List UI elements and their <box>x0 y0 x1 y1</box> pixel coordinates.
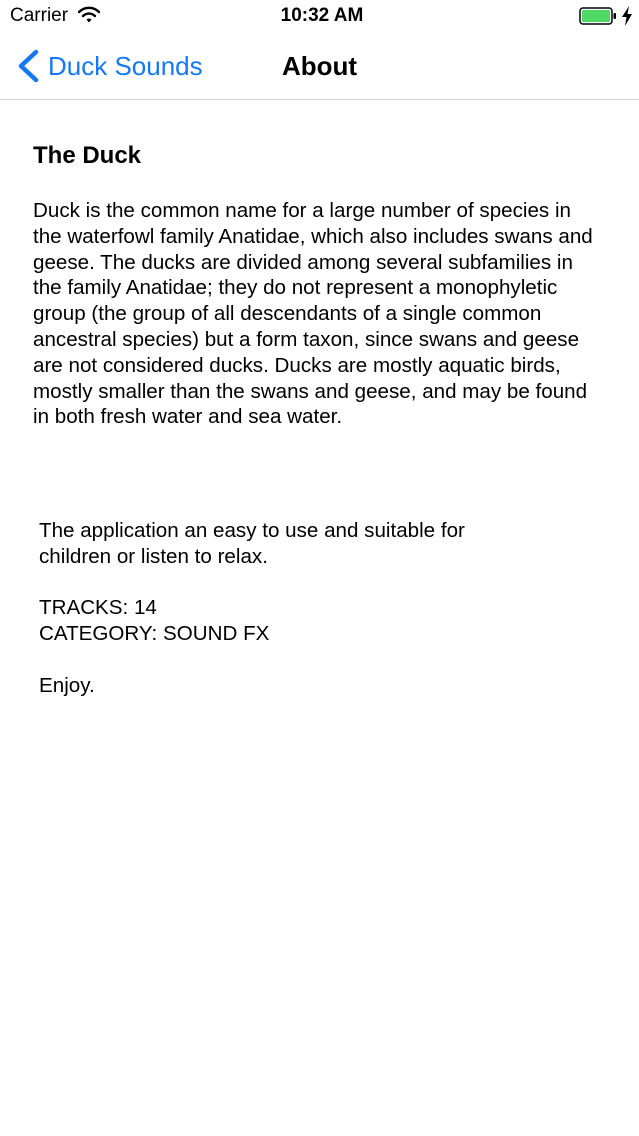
back-button-label: Duck Sounds <box>48 51 203 81</box>
status-bar <box>0 0 639 34</box>
closing-text: Enjoy. <box>39 673 95 697</box>
about-content <box>33 140 593 430</box>
carrier-label: Carrier <box>10 5 69 26</box>
charging-bolt-icon <box>621 6 633 26</box>
category-label: CATEGORY: SOUND FX <box>39 622 270 646</box>
battery-icon <box>579 7 617 25</box>
app-description-line-2: children or listen to relax. <box>39 544 268 568</box>
app-info <box>39 595 599 647</box>
app-description-line-1: The application an easy to use and suitable for <box>39 519 465 542</box>
navigation-bar <box>0 34 639 100</box>
page-title: About <box>281 51 358 81</box>
duck-description: Duck is the common name for a large number of species in the waterfowl family Anatidae, which also includes swans and geese. The ducks are divided among several subfamilies in the family Anatidae; they do not represent a monophyletic group (the group of all descendants of a single common ancestral species) but a form taxon, since swans and geese are not considered ducks. Ducks are mostly aquatic birds, mostly smaller than the swans and geese, and may be found in both fresh water and sea water. <box>33 199 593 429</box>
app-description <box>39 518 599 570</box>
app-details <box>39 518 599 724</box>
section-heading: The Duck <box>33 142 142 169</box>
status-time: 10:32 AM <box>280 5 364 26</box>
tracks-count: TRACKS: 14 <box>39 596 157 620</box>
